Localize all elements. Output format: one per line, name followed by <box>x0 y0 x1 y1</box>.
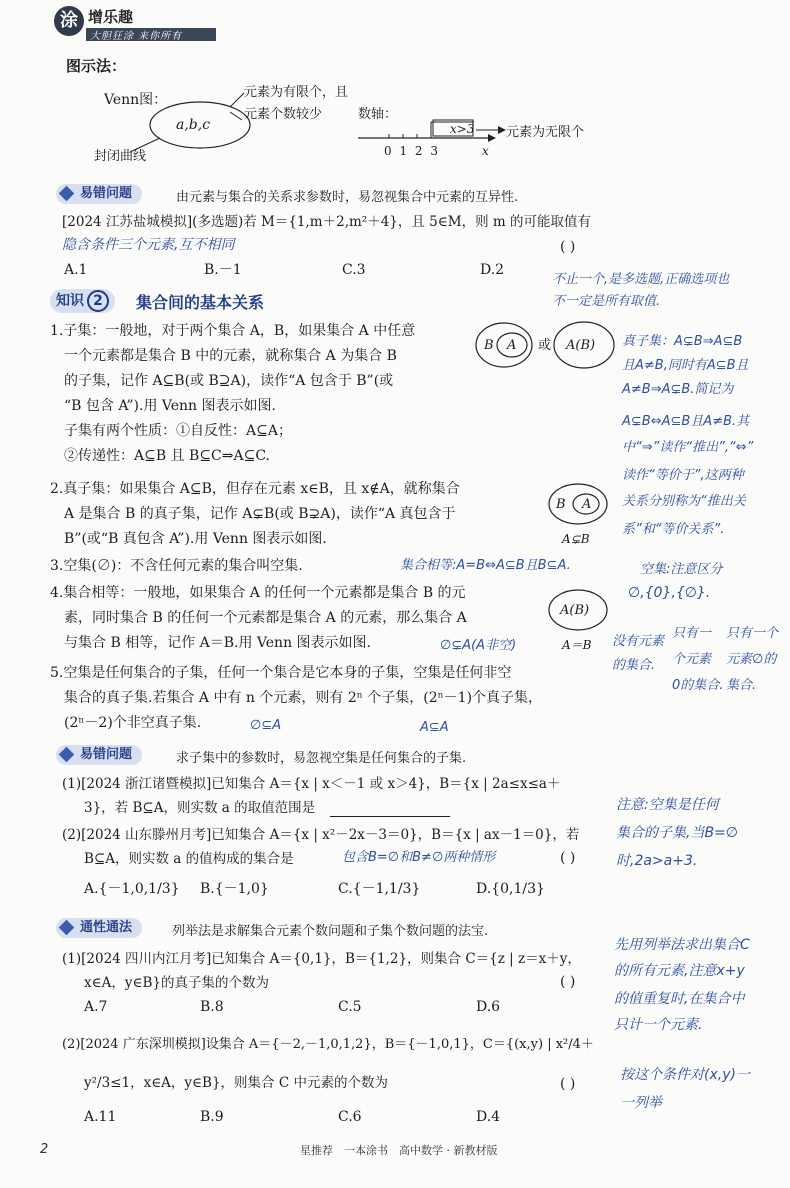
venn4-caption: A＝B <box>562 638 592 652</box>
hw-proper-7: 关系分别称为“推出关 <box>622 494 746 509</box>
hw-note-c-3: 集合. <box>726 678 757 693</box>
hw-note-b-2: 个元素 <box>672 652 712 667</box>
venn-content: a,b,c <box>176 117 211 133</box>
hw-proper-2: 且A≠B,同时有A⊆B且 <box>622 358 749 373</box>
hw-phi-sub: ∅⊆A <box>250 718 282 733</box>
venn-label: Venn图： <box>104 92 168 108</box>
mistake2-q2-line-1: (2)[2024 山东滕州月考]已知集合 A＝{x | x²－2x－3＝0}，B＝{x | ax－1＝0}，若 <box>62 827 580 843</box>
knowledge-badge: 知识 2 <box>50 289 115 313</box>
equal-line-3: 与集合 B 相等，记作 A＝B.用 Venn 图表示如图. <box>64 635 371 651</box>
diagram-method-label: 图示法： <box>66 57 127 75</box>
venn3-outer: B <box>556 497 566 512</box>
venn-or: 或 <box>538 338 552 353</box>
subset-line-3: 的子集，记作 A⊆B(或 B⊇A)，读作“A 包含于 B”(或 <box>64 373 394 389</box>
hw-enum-2: 一列举 <box>620 1095 662 1111</box>
venn-note-1: 元素为有限个，且 <box>244 85 349 100</box>
hw-note-a-1: 没有元素 <box>612 634 665 649</box>
method-q2-line-1: (2)[2024 广东深圳模拟]设集合 A＝{－2,－1,0,1,2}，B＝{－1,0,1}，C＝{(x,y) | x²/4＋ <box>62 1037 594 1052</box>
hw-equal: 集合相等:A=B⇔A⊆B且B⊆A. <box>400 558 571 573</box>
general-method-tag: 通性通法 <box>56 918 142 938</box>
subset-line-5: 子集有两个性质：①自反性：A⊆A； <box>64 423 292 439</box>
page-header <box>0 0 790 48</box>
proper-line-3: B”(或“B 真包含 A”).用 Venn 图表示如图. <box>64 531 327 547</box>
general-method-desc: 列举法是求解集合元素个数问题和子集个数问题的法宝. <box>172 924 489 939</box>
q2-option-c[interactable]: C.6 <box>338 1109 362 1125</box>
venn1-inner: A <box>507 338 517 353</box>
hw-phi-A: ∅⊊A(A非空) <box>440 638 517 653</box>
answer-paren[interactable]: ( ) <box>560 239 576 255</box>
hw-A-sub: A⊆A <box>420 720 449 735</box>
hw-note-a-2: 的集合. <box>612 658 656 673</box>
proper-line-1: 2.真子集：如果集合 A⊆B，但存在元素 x∈B，且 x∉A，就称集合 <box>50 481 460 497</box>
venn3-caption: A⊊B <box>562 532 590 546</box>
q1-option-b[interactable]: B.8 <box>200 999 224 1015</box>
empty-rule-line-3: (2ⁿ－2)个非空真子集. <box>64 715 202 731</box>
axis-note: 元素为无限个 <box>506 125 585 140</box>
equal-line-1: 4.集合相等：一般地，如果集合 A 的任何一个元素都是集合 B 的元 <box>50 585 466 601</box>
hw-note-empty-1: 注意:空集是任何 <box>616 797 719 813</box>
method-q1-line-2: x∈A，y∈B}的真子集的个数为 <box>84 975 269 991</box>
mistake2-q2-line-2: B⊆A，则实数 a 的值构成的集合是 <box>84 851 294 867</box>
q2-option-a[interactable]: A.11 <box>84 1109 117 1125</box>
mistake1-question: [2024 江苏盐城模拟](多选题)若 M＝{1,m＋2,m²＋4}，且 5∈M，则 m 的可能取值有 <box>62 214 591 230</box>
page-number: 2 <box>40 1142 49 1157</box>
method-q1-line-1: (1)[2024 四川内江月考]已知集合 A＝{0,1}，B＝{1,2}，则集合 C＝{z | z＝x＋y， <box>62 951 581 967</box>
hw-note-b-1: 只有一 <box>672 626 712 641</box>
answer-blank[interactable] <box>330 816 450 817</box>
axis-condition: x>3 <box>450 122 475 136</box>
option-c[interactable]: C.3 <box>342 262 366 278</box>
hw-list-1: 先用列举法求出集合C <box>614 937 750 953</box>
hw-proper-5: 中“⇒”读作“推出”,“⇔” <box>622 440 754 455</box>
mistake2-q1-line-2: 3}，若 B⊆A，则实数 a 的取值范围是 <box>84 800 316 816</box>
knowledge-title: 集合间的基本关系 <box>136 293 265 312</box>
hw-proper-6: 读作“等价于”,这两种 <box>622 468 744 483</box>
brand-slogan: 大胆狂涂 来你所有 <box>90 31 183 42</box>
hw-list-3: 的值重复时,在集合中 <box>614 991 745 1007</box>
answer-paren[interactable]: ( ) <box>560 974 576 990</box>
subset-line-4: “B 包含 A”).用 Venn 图表示如图. <box>64 398 276 414</box>
q2-option-b[interactable]: B.9 <box>200 1109 224 1125</box>
venn3-inner: A <box>582 497 592 512</box>
equal-line-2: 素，同时集合 B 的任何一个元素都是集合 A 的元素，那么集合 A <box>64 610 467 626</box>
option-c[interactable]: C.{－1,1/3} <box>338 881 421 897</box>
venn2-label: A(B) <box>566 338 596 353</box>
mistake-desc-2: 求子集中的参数时，易忽视空集是任何集合的子集. <box>176 751 467 766</box>
hw-list-4: 只计一个元素. <box>614 1017 703 1033</box>
hw-list-2: 的所有元素,注意x+y <box>614 963 745 979</box>
method-q2-line-2: y²/3≤1，x∈A，y∈B}，则集合 C 中元素的个数为 <box>84 1075 388 1091</box>
hw-note-b-3: 0的集合. <box>672 678 724 693</box>
option-a[interactable]: A.1 <box>64 262 88 278</box>
hw-proper-8: 系”和“等价关系”. <box>622 522 725 537</box>
hw-empty-notice: 空集:注意区分 <box>640 562 723 577</box>
hw-note-multi-2: 不一定是所有取值. <box>552 294 661 309</box>
option-d[interactable]: D.2 <box>480 262 505 278</box>
empty-rule-line-1: 5.空集是任何集合的子集，任何一个集合是它本身的子集，空集是任何非空 <box>50 665 512 681</box>
hw-two-cases: 包含B=∅和B≠∅两种情形 <box>342 850 496 865</box>
hw-empty-sets: ∅,{0},{∅}. <box>628 585 711 601</box>
answer-paren[interactable]: ( ) <box>560 1076 576 1092</box>
empty-set-line: 3.空集(∅)：不含任何元素的集合叫空集. <box>50 558 303 574</box>
brand-title: 增乐趣 <box>88 8 134 26</box>
q2-option-d[interactable]: D.4 <box>476 1109 501 1125</box>
mistake-desc-1: 由元素与集合的关系求参数时，易忽视集合中元素的互异性. <box>176 190 519 205</box>
subset-line-6: ②传递性：A⊆B 且 B⊆C⇒A⊆C. <box>64 448 270 464</box>
venn1-outer: B <box>484 338 494 353</box>
venn4-label: A(B) <box>560 603 590 618</box>
option-b[interactable]: B.－1 <box>204 262 242 278</box>
option-d[interactable]: D.{0,1/3} <box>476 881 545 897</box>
hw-note-empty-3: 时,2a>a+3. <box>616 853 698 869</box>
hw-proper-4: A⊊B⇔A⊆B且A≠B.其 <box>622 414 750 429</box>
hw-note-c-2: 元素∅的 <box>726 652 777 667</box>
empty-rule-line-2: 集合的真子集.若集合 A 中有 n 个元素，则有 2ⁿ 个子集，(2ⁿ－1)个真子集， <box>64 690 543 706</box>
brand-logo: 涂 <box>54 6 84 36</box>
axis-note-arrow <box>476 124 506 136</box>
hw-proper-3: A≠B⇒A⊊B.简记为 <box>622 382 734 397</box>
hw-enum-1: 按这个条件对(x,y)一 <box>620 1067 750 1083</box>
footer-text: 星推荐 一本涂书 高中数学 · 新教材版 <box>300 1144 498 1157</box>
option-a[interactable]: A.{－1,0,1/3} <box>84 881 180 897</box>
closed-curve-label: 封闭曲线 <box>94 149 147 164</box>
mistake-tag-1: 易错问题 <box>56 184 142 204</box>
hw-note-multi-1: 不止一个,是多选题,正确选项也 <box>552 272 730 287</box>
hw-note-empty-2: 集合的子集,当B=∅ <box>616 825 738 841</box>
answer-paren[interactable]: ( ) <box>560 850 576 866</box>
proper-line-2: A 是集合 B 的真子集，记作 A⊊B(或 B⊋A)，读作“A 真包含于 <box>64 506 456 522</box>
axis-var: x <box>482 144 489 158</box>
axis-label: 数轴： <box>358 107 398 122</box>
venn-note-2: 元素个数较少 <box>244 107 323 122</box>
hw-note-distinct: 隐含条件三个元素,互不相同 <box>62 237 235 253</box>
q1-option-a[interactable]: A.7 <box>84 999 108 1015</box>
subset-line-1: 1.子集：一般地，对于两个集合 A，B，如果集合 A 中任意 <box>50 323 416 339</box>
mistake-tag-2: 易错问题 <box>56 745 142 765</box>
subset-line-2: 一个元素都是集合 B 中的元素，就称集合 A 为集合 B <box>64 348 397 364</box>
mistake2-q1-line-1: (1)[2024 浙江诸暨模拟]已知集合 A＝{x | x＜－1 或 x＞4}，B＝{x | 2a≤x≤a＋ <box>62 776 561 792</box>
hw-proper-1: 真子集：A⊊B⇒A⊆B <box>622 334 743 349</box>
hw-note-c-1: 只有一个 <box>726 626 779 641</box>
axis-ticks: 0 1 2 3 <box>384 144 440 158</box>
q1-option-d[interactable]: D.6 <box>476 999 501 1015</box>
option-b[interactable]: B.{－1,0} <box>200 881 269 897</box>
q1-option-c[interactable]: C.5 <box>338 999 362 1015</box>
